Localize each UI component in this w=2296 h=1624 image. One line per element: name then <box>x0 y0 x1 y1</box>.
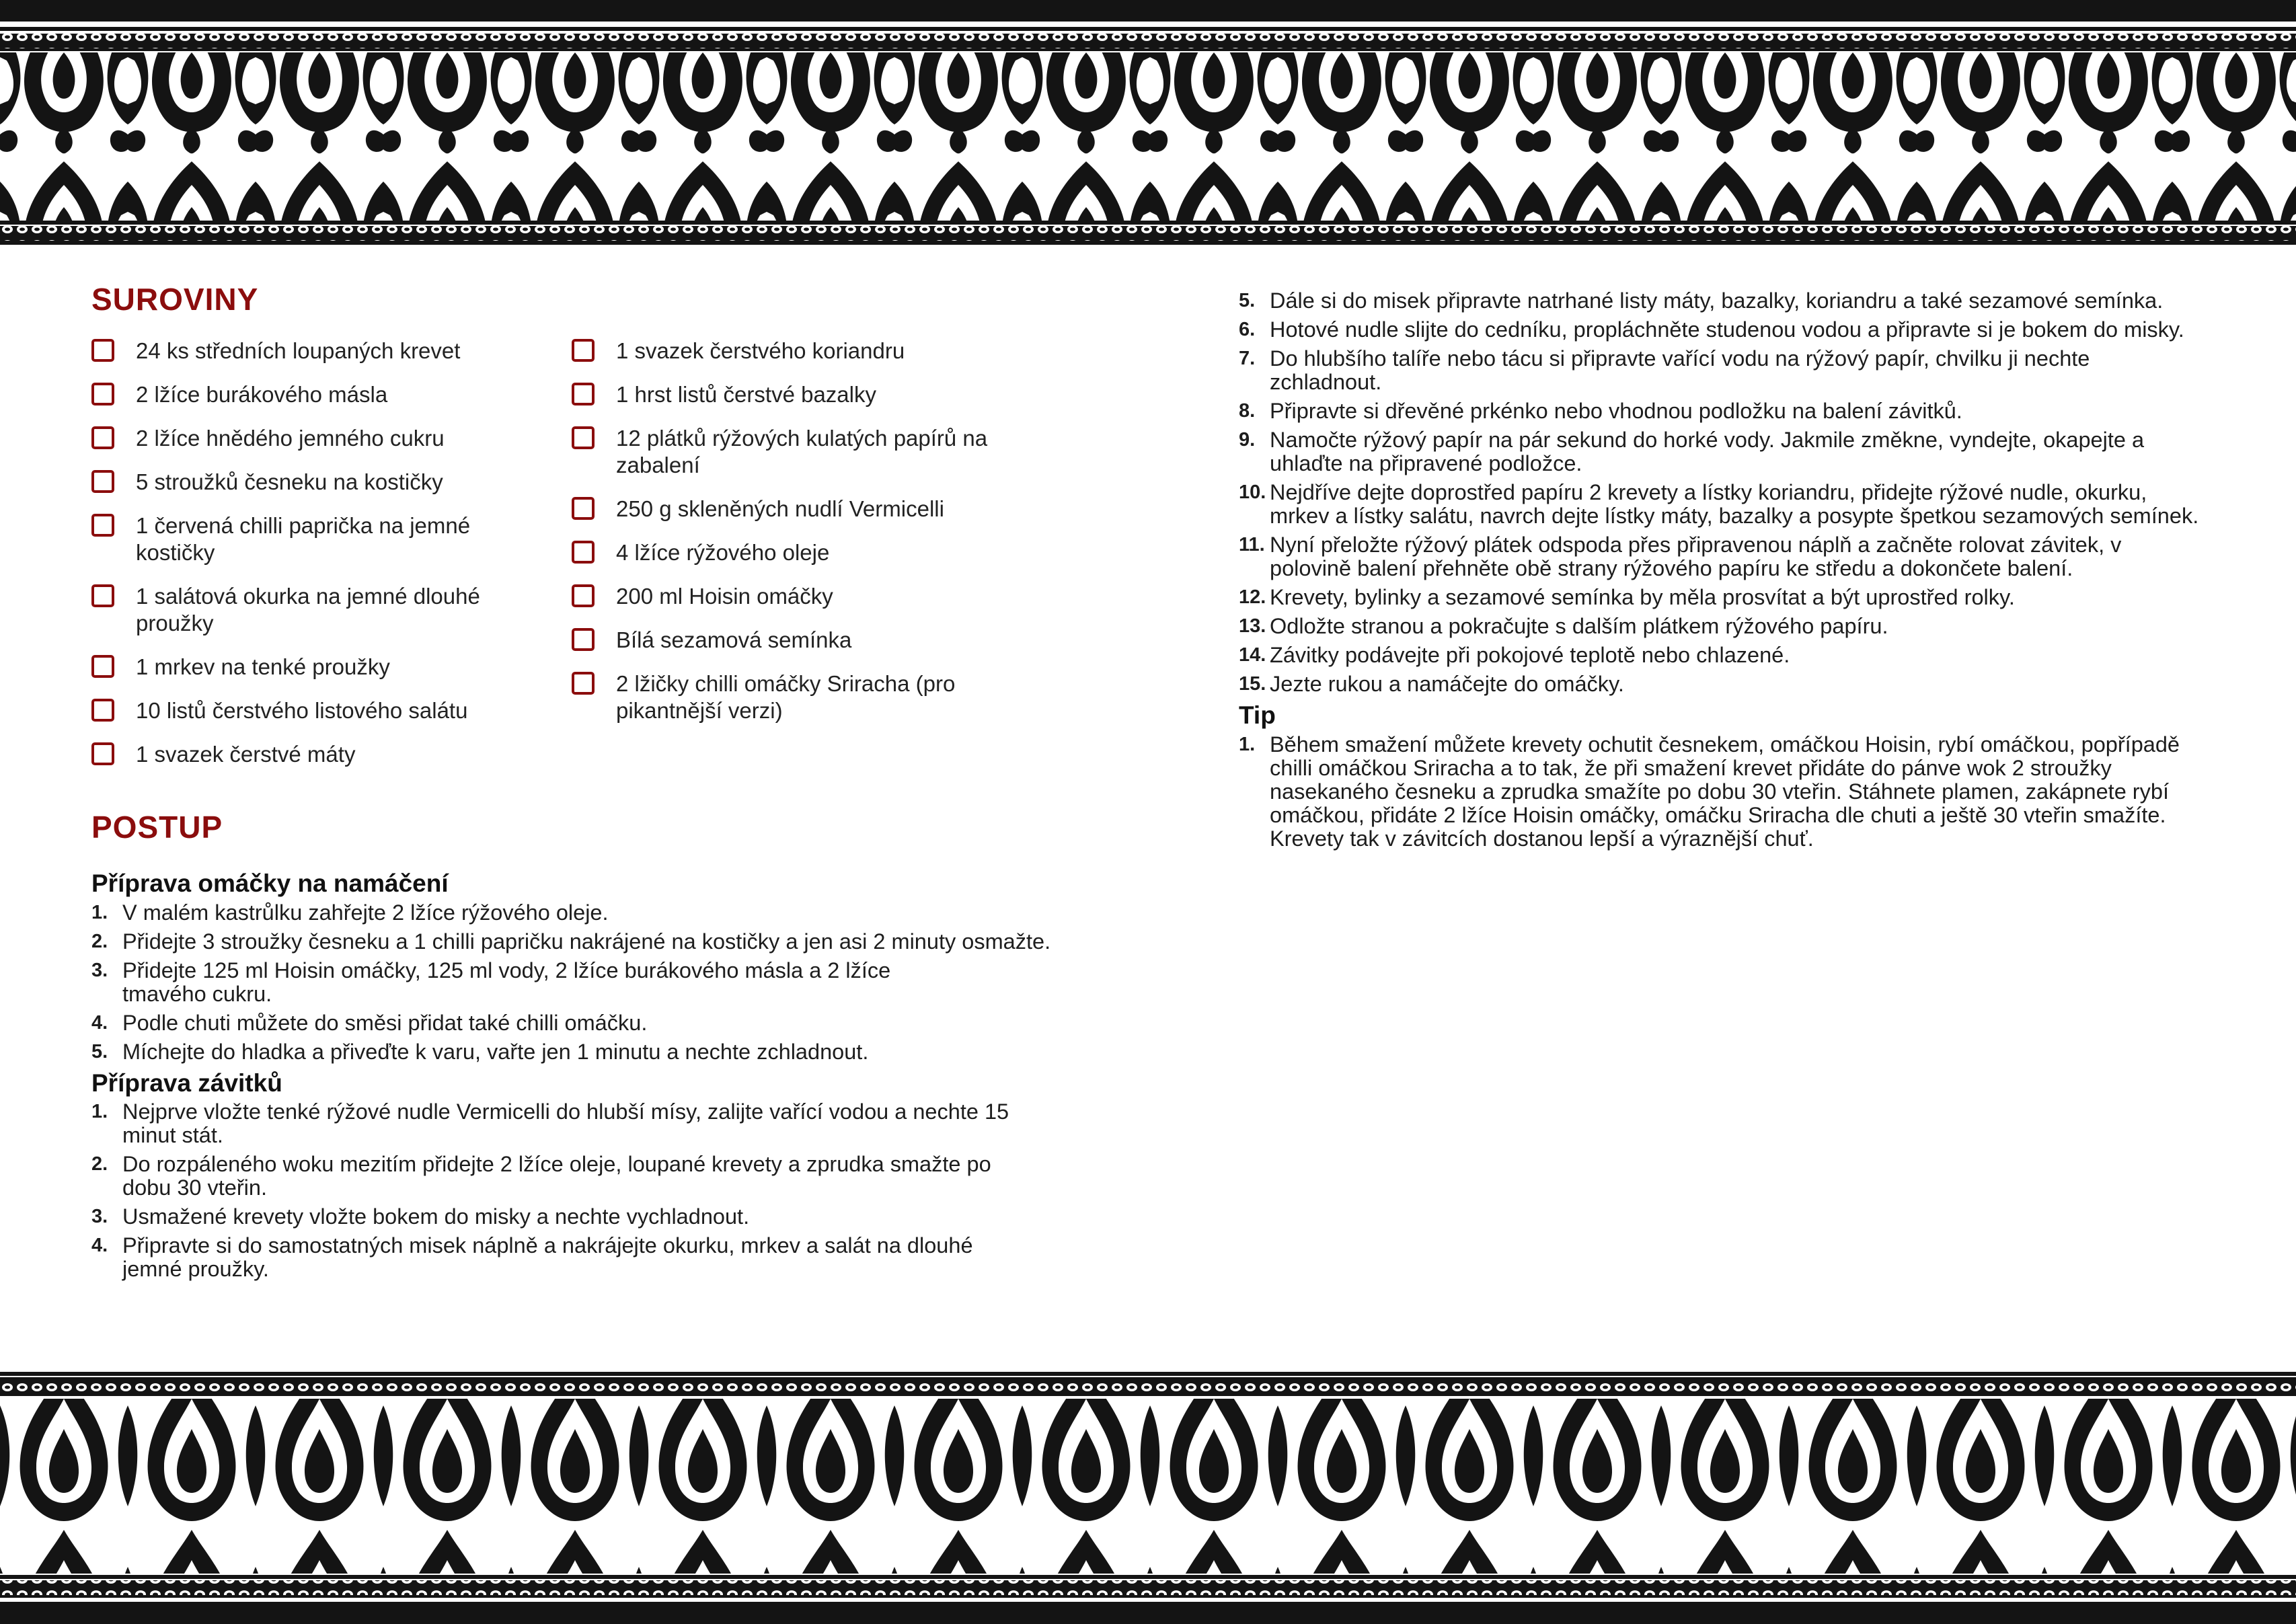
sauce-steps <box>91 901 1087 1064</box>
step-number: 4. <box>91 1235 108 1257</box>
rolls-steps-part2 <box>1239 289 2207 696</box>
step-number: 8. <box>1239 400 1256 422</box>
ingredient-checkbox[interactable] <box>572 497 595 520</box>
sauce-heading: Příprava omáčky na namáčení <box>91 869 449 897</box>
step-number: 14. <box>1239 644 1266 666</box>
step-number: 4. <box>91 1011 108 1034</box>
sauce-step <box>91 1011 1087 1035</box>
ingredient-label: 1 svazek čerstvého koriandru <box>616 338 905 363</box>
ingredient-label: 12 plátků rýžových kulatých papírů na zabalení <box>616 426 988 477</box>
step-text: Závitky podávejte při pokojové teplotě nebo chlazené. <box>1270 643 1790 667</box>
rolls-step <box>1239 533 2207 580</box>
step-number: 2. <box>91 930 108 952</box>
ingredient-label: 1 svazek čerstvé máty <box>136 742 356 767</box>
ingredient-checkbox[interactable] <box>91 383 114 405</box>
ingredient-checkbox[interactable] <box>91 742 114 765</box>
step-number: 5. <box>1239 290 1256 311</box>
ingredient-checkbox[interactable] <box>91 584 114 607</box>
rolls-step <box>91 1153 1026 1200</box>
ingredient-checkbox[interactable] <box>91 426 114 449</box>
step-number: 1. <box>1239 733 1256 755</box>
ingredient-label: 1 mrkev na tenké proužky <box>136 654 390 679</box>
step-text: Nejdříve dejte doprostřed papíru 2 krevety a lístky koriandru, přidejte rýžové nudle, okurku, mrkev a lístky salátu, navrch dejte lístky máty, bazalky a posypte špetkou sezamových semínek. <box>1270 480 2199 528</box>
step-text: Krevety, bylinky a sezamové semínka by měla prosvítat a být uprostřed rolky. <box>1270 585 2015 609</box>
sauce-step <box>91 959 966 1006</box>
sauce-step <box>91 901 1087 925</box>
ingredient-label: 2 lžičky chilli omáčky Sriracha (pro pikantnější verzi) <box>616 671 956 723</box>
sauce-step <box>91 930 1087 954</box>
rolls-step <box>1239 289 2207 313</box>
step-text: Přidejte 125 ml Hoisin omáčky, 125 ml vody, 2 lžíce burákového másla a 2 lžíce tmavého cukru. <box>122 958 891 1006</box>
ingredient-item[interactable] <box>572 627 1042 654</box>
ingredient-item[interactable] <box>572 338 1042 364</box>
rolls-heading: Příprava závitků <box>91 1069 282 1097</box>
right-column <box>1239 289 2207 856</box>
ingredients-column-a <box>91 338 572 785</box>
step-text: Dále si do misek připravte natrhané listy máty, bazalky, koriandru a také sezamové semínka. <box>1270 288 2164 313</box>
ingredient-checkbox[interactable] <box>572 628 595 651</box>
step-number: 3. <box>91 959 108 981</box>
top-ornamental-border <box>0 0 2296 256</box>
step-text: Přidejte 3 stroužky česneku a 1 chilli papričku nakrájené na kostičky a jen asi 2 minuty osmažte. <box>122 929 1051 954</box>
ingredient-label: 200 ml Hoisin omáčky <box>616 584 833 609</box>
step-number: 3. <box>91 1206 108 1228</box>
step-number: 5. <box>91 1040 108 1062</box>
ingredient-item[interactable] <box>91 469 572 496</box>
rolls-step <box>1239 672 2207 696</box>
ingredient-item[interactable] <box>91 512 495 566</box>
tip-steps <box>1239 733 2207 851</box>
step-number: 11. <box>1239 534 1265 555</box>
rolls-step <box>1239 399 2207 423</box>
ingredients-column-b <box>572 338 1042 785</box>
ingredient-label: 1 červená chilli paprička na jemné kostičky <box>136 513 471 565</box>
step-text: Nejprve vložte tenké rýžové nudle Vermicelli do hlubší mísy, zalijte vařící vodou a nechte 15 minut stát. <box>122 1099 1009 1148</box>
step-number: 6. <box>1239 319 1256 340</box>
rolls-step <box>1239 586 2207 609</box>
ingredient-label: 10 listů čerstvého listového salátu <box>136 698 468 723</box>
ingredient-item[interactable] <box>572 539 1042 566</box>
ingredient-item[interactable] <box>91 654 572 681</box>
ingredient-item[interactable] <box>91 338 572 364</box>
step-text: Do hlubšího talíře nebo tácu si připravte vařící vodu na rýžový papír, chvilku ji nechte zchladnout. <box>1270 346 2090 394</box>
step-text: Odložte stranou a pokračujte s dalším plátkem rýžového papíru. <box>1270 614 1888 638</box>
rolls-step <box>1239 615 2207 638</box>
bottom-border-art <box>0 1365 2296 1624</box>
step-number: 7. <box>1239 348 1256 369</box>
ingredient-checkbox[interactable] <box>572 672 595 695</box>
step-number: 13. <box>1239 615 1266 637</box>
step-text: Jezte rukou a namáčejte do omáčky. <box>1270 672 1624 696</box>
ingredient-item[interactable] <box>572 425 1036 479</box>
ingredient-label: 4 lžíce rýžového oleje <box>616 540 830 565</box>
rolls-step <box>1239 481 2207 528</box>
ingredient-item[interactable] <box>572 583 1042 610</box>
ingredient-label: 5 stroužků česneku na kostičky <box>136 469 443 494</box>
rolls-step <box>91 1205 1026 1229</box>
ingredient-checkbox[interactable] <box>572 541 595 564</box>
step-text: Nyní přeložte rýžový plátek odspoda přes připravenou náplň a začněte rolovat závitek, v polovině balení přehněte obě strany rýžového papíru ke středu a dokončete balení. <box>1270 533 2122 580</box>
left-column <box>91 284 1087 1286</box>
ingredient-label: 1 salátová okurka na jemné dlouhé proužky <box>136 584 480 635</box>
step-number: 9. <box>1239 429 1256 451</box>
ingredient-item[interactable] <box>572 381 1042 408</box>
step-number: 1. <box>91 901 108 923</box>
step-number: 2. <box>91 1153 108 1175</box>
sauce-step <box>91 1040 1087 1064</box>
ingredient-checkbox[interactable] <box>91 699 114 722</box>
ingredients-title: SUROVINY <box>91 282 259 317</box>
ingredient-item[interactable] <box>91 425 572 452</box>
procedure-title: POSTUP <box>91 810 223 845</box>
step-text: Usmažené krevety vložte bokem do misky a nechte vychladnout. <box>122 1204 750 1229</box>
bottom-ornamental-border <box>0 1365 2296 1624</box>
step-text: Připravte si do samostatných misek náplně a nakrájejte okurku, mrkev a salát na dlouhé jemné proužky. <box>122 1233 973 1282</box>
step-number: 10. <box>1239 481 1266 503</box>
top-border-art <box>0 0 2296 256</box>
tip-heading: Tip <box>1239 701 1276 729</box>
ingredient-item[interactable] <box>572 496 1042 523</box>
ingredient-checkbox[interactable] <box>572 383 595 405</box>
ingredient-item[interactable] <box>91 583 522 637</box>
ingredient-checkbox[interactable] <box>91 514 114 537</box>
step-number: 1. <box>91 1101 108 1123</box>
step-text: V malém kastrůlku zahřejte 2 lžíce rýžového oleje. <box>122 900 609 925</box>
ingredient-label: 2 lžíce burákového másla <box>136 382 388 407</box>
rolls-step <box>1239 644 2207 667</box>
ingredient-item[interactable] <box>91 381 572 408</box>
ingredient-label: 1 hrst listů čerstvé bazalky <box>616 382 876 407</box>
step-text: Hotové nudle slijte do cedníku, propláchněte studenou vodou a připravte si je bokem do misky. <box>1270 317 2184 342</box>
ingredient-checkbox[interactable] <box>91 470 114 493</box>
ingredient-checkbox[interactable] <box>572 426 595 449</box>
step-text: Míchejte do hladka a přiveďte k varu, vařte jen 1 minutu a nechte zchladnout. <box>122 1039 869 1064</box>
ingredient-checkbox[interactable] <box>572 339 595 362</box>
ingredient-checkbox[interactable] <box>91 339 114 362</box>
ingredients-list <box>91 338 1087 785</box>
step-number: 15. <box>1239 673 1266 695</box>
step-text: Namočte rýžový papír na pár sekund do horké vody. Jakmile změkne, vyndejte, okapejte a uhlaďte na připravené podložce. <box>1270 428 2145 475</box>
rolls-step <box>1239 347 2207 394</box>
tip-step <box>1239 733 2207 851</box>
ingredient-label: Bílá sezamová semínka <box>616 627 852 652</box>
ingredient-item[interactable] <box>91 741 572 768</box>
step-text: Připravte si dřevěné prkénko nebo vhodnou podložku na balení závitků. <box>1270 399 1962 423</box>
step-text: Podle chuti můžete do směsi přidat také chilli omáčku. <box>122 1010 648 1035</box>
step-text: Do rozpáleného woku mezitím přidejte 2 lžíce oleje, loupané krevety a zprudka smažte po dobu 30 vteřin. <box>122 1152 991 1200</box>
ingredient-item[interactable] <box>572 670 1016 724</box>
ingredient-label: 24 ks středních loupaných krevet <box>136 338 461 363</box>
rolls-step <box>1239 428 2207 475</box>
rolls-step <box>91 1234 1026 1281</box>
ingredient-checkbox[interactable] <box>572 584 595 607</box>
rolls-steps-part1 <box>91 1100 1026 1281</box>
step-text: Během smažení můžete krevety ochutit česnekem, omáčkou Hoisin, rybí omáčkou, popřípadě chilli omáčkou Sriracha a to tak, že při smažení krevet přidáte do pánve wok 2 stroužky nasekaného česneku a zprudka smažíte po dobu 30 vteřin. Stáhnete plamen, zakápnete rybí omáčkou, přidáte 2 lžíce Hoisin omáčky, omáčku Sriracha dle chuti a ještě 30 vteřin smažíte. Krevety tak v závitcích dostanou lepší a výraznější chuť. <box>1270 732 2180 851</box>
ingredient-label: 250 g skleněných nudlí Vermicelli <box>616 496 944 521</box>
rolls-step <box>91 1100 1026 1147</box>
ingredient-item[interactable] <box>91 697 572 724</box>
ingredient-checkbox[interactable] <box>91 655 114 678</box>
rolls-step <box>1239 318 2207 342</box>
step-number: 12. <box>1239 586 1266 608</box>
ingredient-label: 2 lžíce hnědého jemného cukru <box>136 426 445 451</box>
